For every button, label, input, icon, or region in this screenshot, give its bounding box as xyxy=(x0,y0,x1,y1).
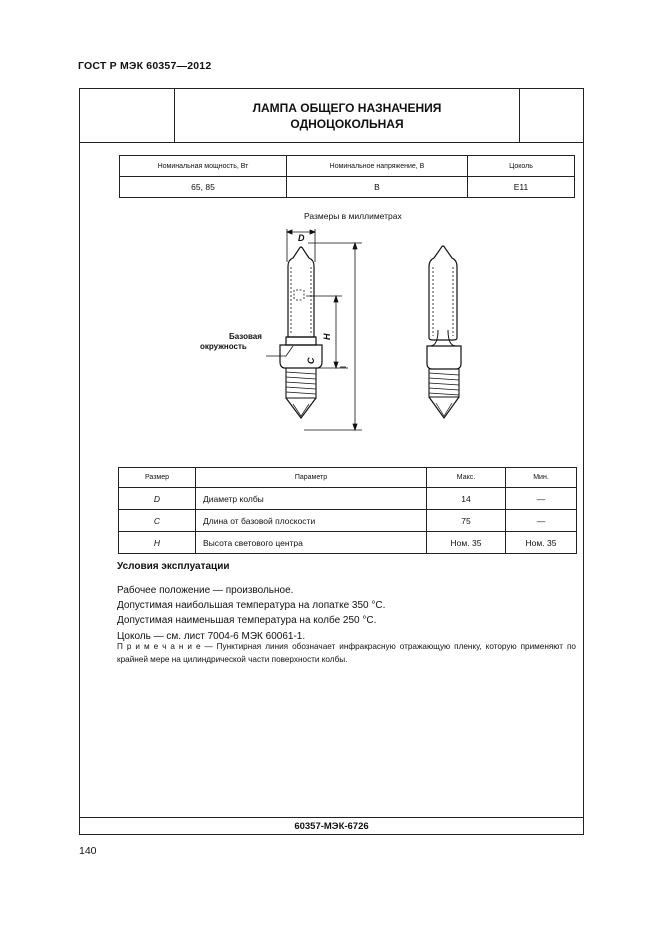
footer-divider xyxy=(80,817,583,818)
table-row xyxy=(119,532,577,554)
title-right-cell xyxy=(519,89,584,142)
table-row xyxy=(119,488,577,510)
row-max: Ном. 35 xyxy=(427,532,506,554)
row-parameter: Высота светового центра xyxy=(196,532,427,554)
row-parameter: Диаметр колбы xyxy=(196,488,427,510)
value-cap: Е11 xyxy=(468,177,575,198)
row-size: D xyxy=(119,488,196,510)
title-left-cell xyxy=(80,89,175,142)
sheet-frame xyxy=(79,88,584,835)
row-size: H xyxy=(119,532,196,554)
title-line-2: ОДНОЦОКОЛЬНАЯ xyxy=(290,117,404,131)
row-parameter: Длина от базовой плоскости xyxy=(196,510,427,532)
dim-label-c: C xyxy=(306,357,316,364)
header-max: Макс. xyxy=(427,468,506,488)
header-voltage: Номинальное напряжение, В xyxy=(287,156,468,177)
row-min: — xyxy=(506,488,577,510)
row-min: Ном. 35 xyxy=(506,532,577,554)
parameter-table-header xyxy=(119,468,577,488)
conditions-title: Условия эксплуатации xyxy=(117,561,230,572)
rating-table-header xyxy=(120,156,575,177)
header-power: Номинальная мощность, Вт xyxy=(120,156,287,177)
rating-table xyxy=(119,155,575,198)
conditions-list xyxy=(117,583,385,644)
header-parameter: Параметр xyxy=(196,468,427,488)
header-cap: Цоколь xyxy=(468,156,575,177)
sheet-title xyxy=(175,100,519,132)
lamp-drawing xyxy=(200,222,500,457)
lamp-right-outline xyxy=(427,246,461,418)
row-max: 14 xyxy=(427,488,506,510)
dim-label-d: D xyxy=(298,233,305,243)
base-plane-label-1: Базовая xyxy=(229,332,262,341)
note-text: — Пунктирная линия обозначает инфракрасную отражающую пленку, которую применяют по крайней мере на цилиндрической части поверхности колбы. xyxy=(117,642,576,664)
lamp-left-outline xyxy=(280,236,322,418)
note-label: П р и м е ч а н и е xyxy=(117,642,201,651)
condition-line: Допустимая наибольшая температура на лопатке 350 °С. xyxy=(117,600,386,612)
parameter-table xyxy=(118,467,577,554)
value-power: 65, 85 xyxy=(120,177,287,198)
header-min: Мин. xyxy=(506,468,577,488)
note-paragraph xyxy=(81,640,576,666)
condition-line: Допустимая наименьшая температура на колбе 250 °С. xyxy=(117,615,377,627)
base-plane-label-2: окружность xyxy=(200,342,247,351)
rating-table-row xyxy=(120,177,575,198)
document-header: ГОСТ Р МЭК 60357—2012 xyxy=(78,60,212,72)
row-size: C xyxy=(119,510,196,532)
page-number: 140 xyxy=(79,845,97,857)
header-size: Размер xyxy=(119,468,196,488)
title-line-1: ЛАМПА ОБЩЕГО НАЗНАЧЕНИЯ xyxy=(252,101,442,115)
dim-label-h: H xyxy=(322,333,332,340)
value-voltage: В xyxy=(287,177,468,198)
dimensions-caption: Размеры в миллиметрах xyxy=(304,211,402,221)
condition-line: Цоколь — см. лист 7004-6 МЭК 60061-1. xyxy=(117,630,306,642)
sheet-code: 60357-МЭК-6726 xyxy=(294,821,369,832)
row-max: 75 xyxy=(427,510,506,532)
title-block xyxy=(80,89,583,143)
row-min: — xyxy=(506,510,577,532)
condition-line: Рабочее положение — произвольное. xyxy=(117,585,294,596)
table-row xyxy=(119,510,577,532)
